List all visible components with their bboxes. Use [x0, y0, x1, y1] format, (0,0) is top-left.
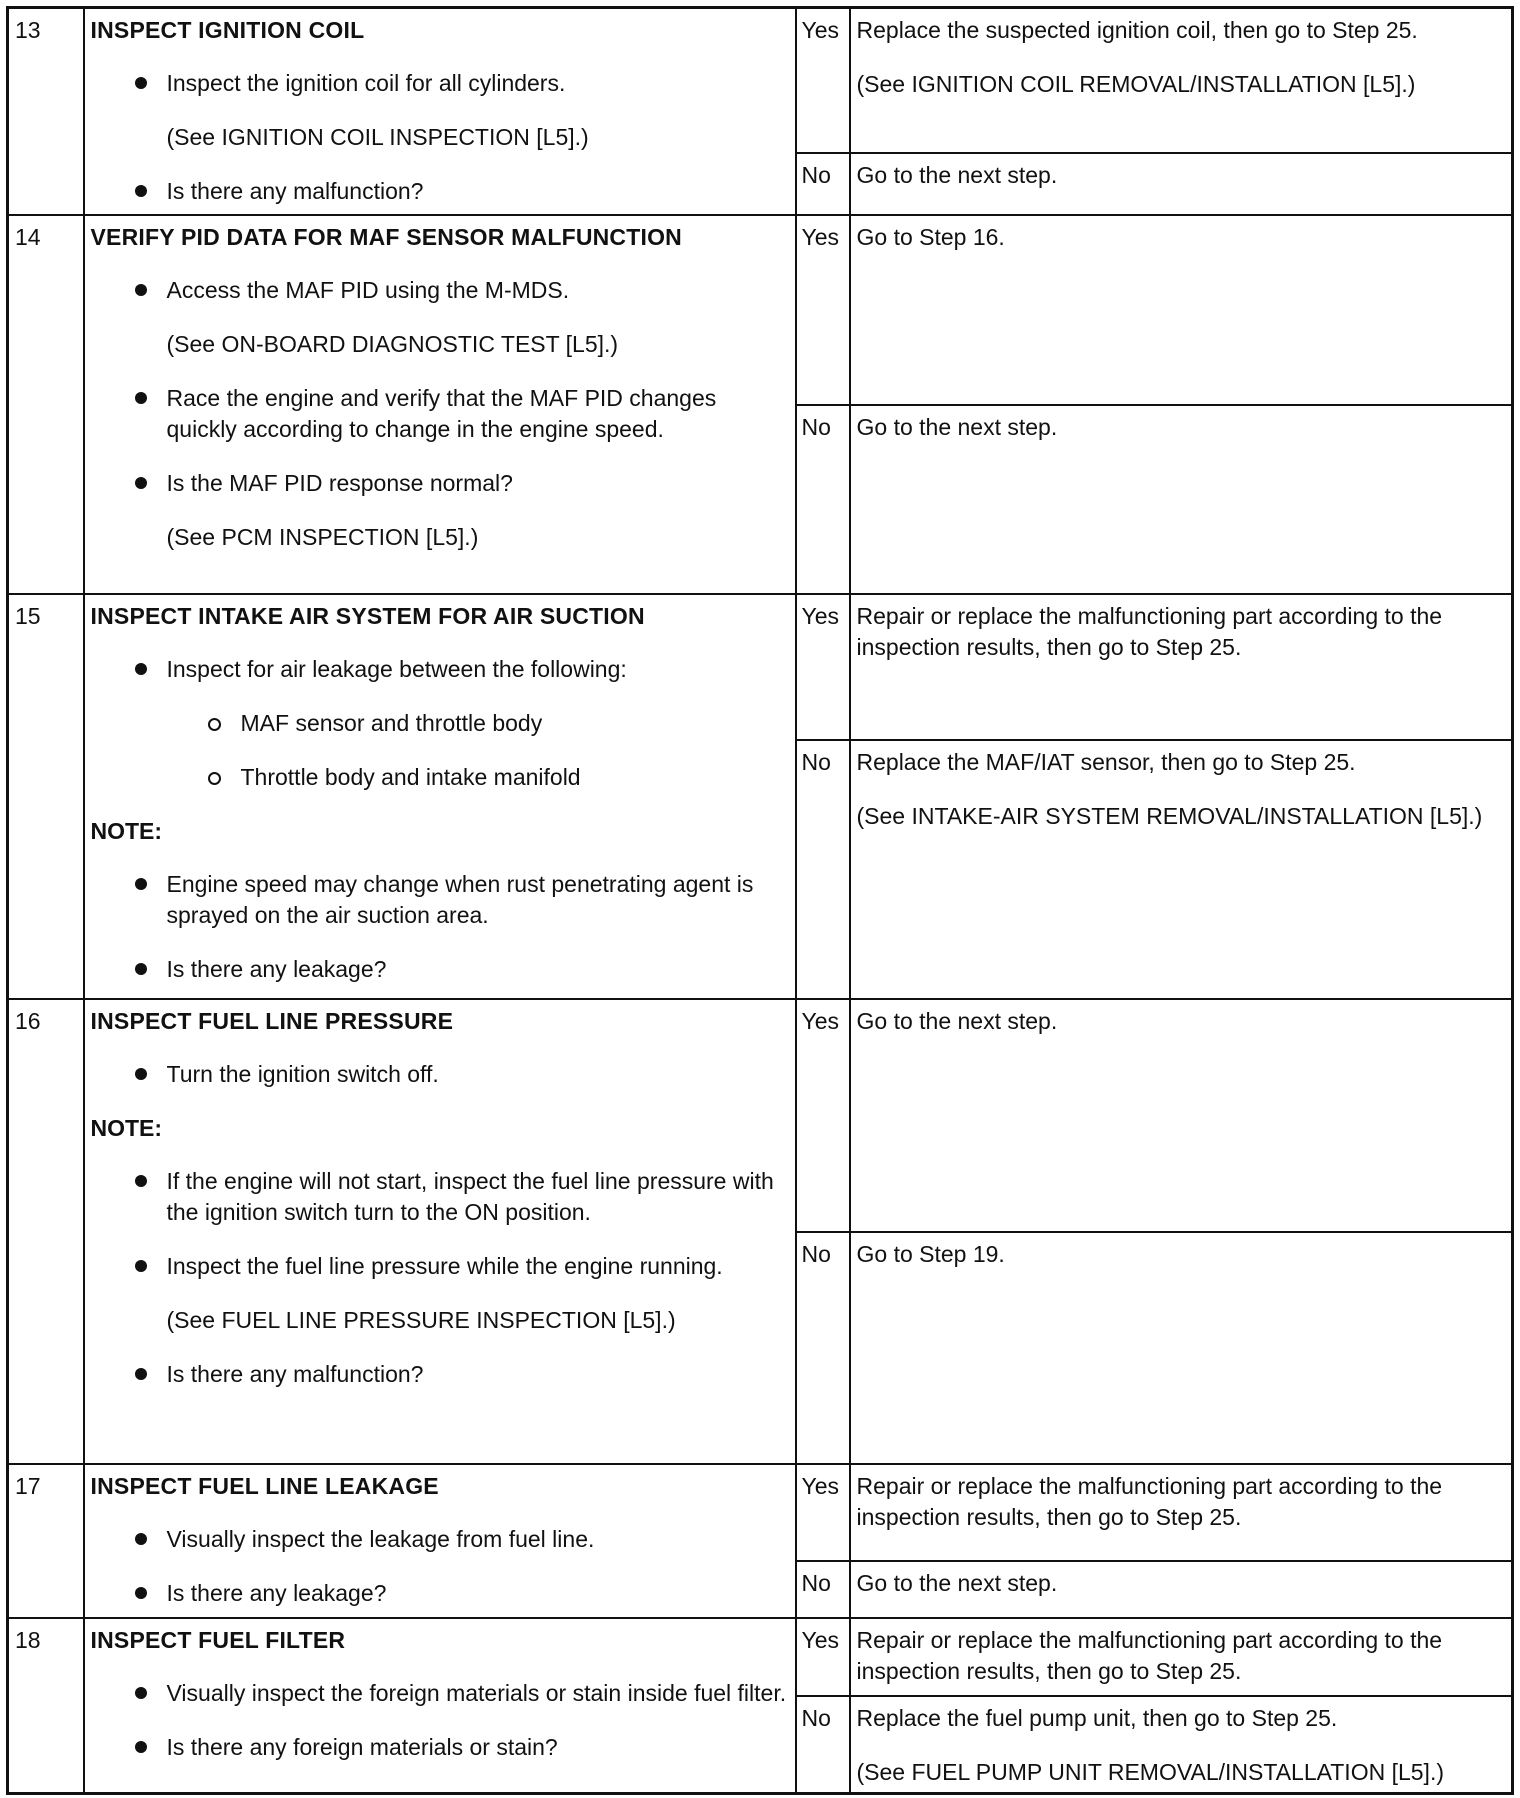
bullet-item: Visually inspect the foreign materials or stain inside fuel filter.	[91, 1678, 787, 1709]
table-row-step-18	[8, 1618, 1513, 1696]
inspection-cell	[84, 594, 796, 999]
step-number: 17	[8, 1464, 84, 1618]
result-no-label: No	[796, 740, 850, 999]
bullet-item: Inspect the ignition coil for all cylinders.	[91, 68, 787, 99]
result-no-label: No	[796, 405, 850, 594]
result-no-label: No	[796, 1561, 850, 1618]
reference-link[interactable]: (See ON-BOARD DIAGNOSTIC TEST [L5].)	[166, 330, 619, 357]
result-yes-label: Yes	[796, 1464, 850, 1561]
table-row-step-17	[8, 1464, 1513, 1561]
yes-action: Repair or replace the malfunctioning part according to the inspection results, then go to Step 25.	[850, 1618, 1513, 1696]
bullet-item: Is there any leakage?	[91, 1578, 787, 1609]
reference-link[interactable]: (See IGNITION COIL INSPECTION [L5].)	[166, 124, 589, 150]
inspection-cell	[84, 8, 796, 215]
reference-link[interactable]: (See FUEL PUMP UNIT REMOVAL/INSTALLATION [L5].)	[856, 1758, 1444, 1785]
result-yes-label: Yes	[796, 999, 850, 1232]
yes-action: Go to the next step.	[850, 999, 1513, 1232]
bullet-item: Is there any malfunction?	[91, 176, 787, 207]
inspection-cell	[84, 999, 796, 1464]
table-row-step-16	[8, 999, 1513, 1232]
action-text: Replace the MAF/IAT sensor, then go to Step 25.	[856, 748, 1356, 775]
action-text: Replace the suspected ignition coil, then go to Step 25.	[856, 17, 1418, 43]
reference-link[interactable]: (See FUEL LINE PRESSURE INSPECTION [L5].)	[166, 1306, 676, 1333]
bullet-item: Turn the ignition switch off.	[91, 1059, 787, 1090]
inspection-cell	[84, 1464, 796, 1618]
bullet-item: Is there any leakage?	[91, 954, 787, 985]
result-yes-label: Yes	[796, 8, 850, 153]
result-no-label: No	[796, 153, 850, 215]
bullet-item: Race the engine and verify that the MAF PID changes quickly according to change in the engine speed.	[91, 383, 787, 445]
step-title: INSPECT FUEL LINE PRESSURE	[90, 1007, 454, 1034]
note-heading: NOTE:	[90, 1114, 163, 1141]
bullet-item: Is there any malfunction?	[91, 1359, 787, 1390]
result-yes-label: Yes	[796, 1618, 850, 1696]
table-row-step-14	[8, 215, 1513, 405]
table-row-step-13	[8, 8, 1513, 153]
step-number: 18	[8, 1618, 84, 1794]
no-action: Go to Step 19.	[850, 1232, 1513, 1464]
reference-link[interactable]: (See PCM INSPECTION [L5].)	[166, 523, 479, 550]
bullet-item: Access the MAF PID using the M-MDS.	[91, 275, 787, 306]
reference-link[interactable]: (See INTAKE-AIR SYSTEM REMOVAL/INSTALLATION [L5].)	[856, 802, 1483, 829]
result-no-label: No	[796, 1232, 850, 1464]
sub-bullet-item: MAF sensor and throttle body	[91, 708, 787, 739]
bullet-item: Inspect the fuel line pressure while the engine running.	[91, 1251, 787, 1282]
no-action: Go to the next step.	[850, 153, 1513, 215]
step-number: 16	[8, 999, 84, 1464]
yes-action: Go to Step 16.	[850, 215, 1513, 405]
step-title: INSPECT IGNITION COIL	[90, 17, 365, 43]
table-row-step-15	[8, 594, 1513, 740]
note-heading: NOTE:	[90, 817, 163, 844]
bullet-item: Inspect for air leakage between the following:	[91, 654, 787, 685]
step-title: INSPECT FUEL FILTER	[90, 1626, 346, 1653]
bullet-item: If the engine will not start, inspect the fuel line pressure with the ignition switch turn to the ON position.	[91, 1166, 787, 1228]
diagnostic-table	[6, 6, 1514, 1795]
yes-action: Repair or replace the malfunctioning part according to the inspection results, then go to Step 25.	[850, 1464, 1513, 1561]
step-number: 14	[8, 215, 84, 594]
no-action: Go to the next step.	[850, 405, 1513, 594]
no-action	[850, 740, 1513, 999]
bullet-item: Is there any foreign materials or stain?	[91, 1732, 787, 1763]
reference-link[interactable]: (See IGNITION COIL REMOVAL/INSTALLATION [L5].)	[856, 71, 1416, 97]
result-yes-label: Yes	[796, 594, 850, 740]
result-no-label: No	[796, 1696, 850, 1794]
no-action: Go to the next step.	[850, 1561, 1513, 1618]
bullet-item: Visually inspect the leakage from fuel line.	[91, 1524, 787, 1555]
step-number: 15	[8, 594, 84, 999]
diagnostic-procedure-sheet	[6, 6, 1514, 1792]
no-action	[850, 1696, 1513, 1794]
bullet-item: Engine speed may change when rust penetrating agent is sprayed on the air suction area.	[91, 869, 787, 931]
action-text: Replace the fuel pump unit, then go to Step 25.	[856, 1704, 1338, 1731]
step-number: 13	[8, 8, 84, 215]
sub-bullet-item: Throttle body and intake manifold	[91, 762, 787, 793]
bullet-item: Is the MAF PID response normal?	[91, 468, 787, 499]
yes-action	[850, 8, 1513, 153]
step-title: INSPECT INTAKE AIR SYSTEM FOR AIR SUCTION	[90, 602, 645, 629]
inspection-cell	[84, 1618, 796, 1794]
step-title: VERIFY PID DATA FOR MAF SENSOR MALFUNCTION	[90, 223, 682, 250]
step-title: INSPECT FUEL LINE LEAKAGE	[90, 1472, 439, 1499]
yes-action: Repair or replace the malfunctioning part according to the inspection results, then go to Step 25.	[850, 594, 1513, 740]
inspection-cell	[84, 215, 796, 594]
result-yes-label: Yes	[796, 215, 850, 405]
